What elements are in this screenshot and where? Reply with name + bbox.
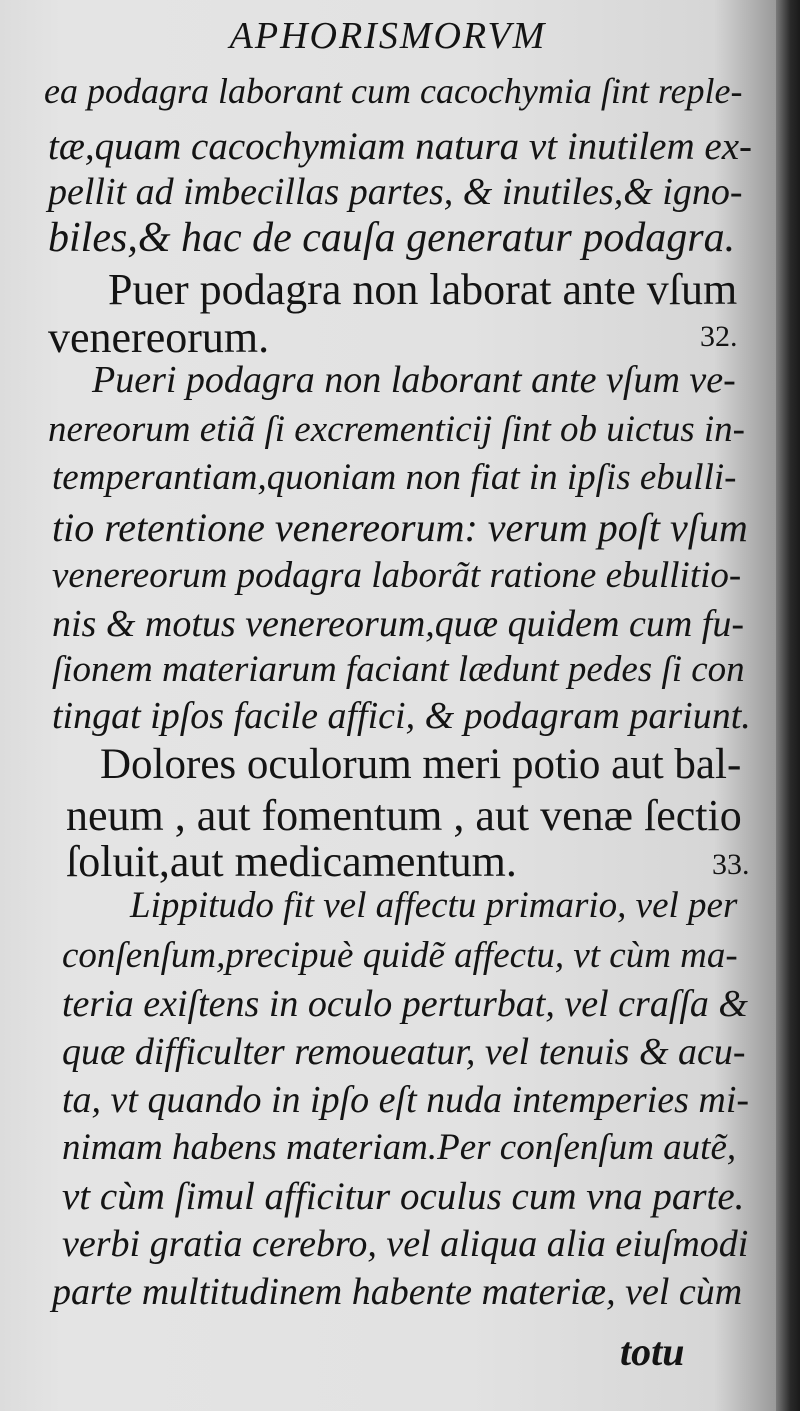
text-line: teria exiſtens in oculo perturbat, vel craſſa & bbox=[62, 983, 748, 1025]
running-header: APHORISMORVM bbox=[229, 15, 547, 57]
text-line: temperantiam,quoniam non fiat in ipſis ebulli- bbox=[52, 457, 737, 498]
text-line: vt cùm ſimul afficitur oculus cum vna parte. bbox=[62, 1175, 745, 1218]
text-line: tio retentione venereorum: verum poſt vſum bbox=[52, 505, 748, 550]
aphorism-line: ſoluit,aut medicamentum. bbox=[66, 837, 517, 886]
catchword: totu bbox=[620, 1329, 685, 1374]
text-line: quæ difficulter remoueatur, vel tenuis & acu- bbox=[62, 1031, 746, 1073]
text-line: tingat ipſos facile affici, & podagram pariunt. bbox=[52, 695, 751, 737]
text-line: nimam habens materiam.Per conſenſum autẽ, bbox=[62, 1127, 737, 1168]
text-line: nis & motus venereorum,quæ quidem cum fu- bbox=[52, 603, 744, 645]
text-line: venereorum podagra laborãt ratione ebullitio- bbox=[52, 555, 742, 596]
text-line: ta, vt quando in ipſo eſt nuda intemperies mi- bbox=[62, 1079, 750, 1121]
text-line: ſionem materiarum faciant lædunt pedes ſi con bbox=[52, 649, 745, 690]
aphorism-line: Dolores oculorum meri potio aut bal- bbox=[100, 741, 742, 788]
page-edge-shadow bbox=[776, 0, 800, 1411]
aphorism-number: 32. bbox=[700, 320, 738, 353]
text-line: Pueri podagra non laborant ante vſum ve- bbox=[92, 359, 736, 401]
aphorism-line: neum , aut fomentum , aut venæ ſectio bbox=[66, 791, 742, 840]
aphorism-number: 33. bbox=[712, 848, 750, 881]
text-line: parte multitudinem habente materiæ, vel cùm bbox=[52, 1271, 743, 1313]
aphorism-line: Puer podagra non laborat ante vſum bbox=[108, 265, 738, 314]
text-line: nereorum etiã ſi excrementicij ſint ob uictus in- bbox=[48, 409, 746, 450]
aphorism-line: venereorum. bbox=[48, 313, 270, 362]
text-line: conſenſum,precipuè quidẽ affectu, vt cùm ma- bbox=[62, 935, 738, 976]
text-line: biles,& hac de cauſa generatur podagra. bbox=[48, 215, 736, 261]
text-line: verbi gratia cerebro, vel aliqua alia eiuſmodi bbox=[62, 1223, 749, 1265]
text-line: ea podagra laborant cum cacochymia ſint reple- bbox=[44, 71, 743, 111]
text-line: pellit ad imbecillas partes, & inutiles,& igno- bbox=[48, 171, 743, 213]
text-line: Lippitudo fit vel affectu primario, vel per bbox=[130, 885, 738, 926]
text-line: tæ,quam cacochymiam natura vt inutilem ex- bbox=[48, 125, 752, 168]
